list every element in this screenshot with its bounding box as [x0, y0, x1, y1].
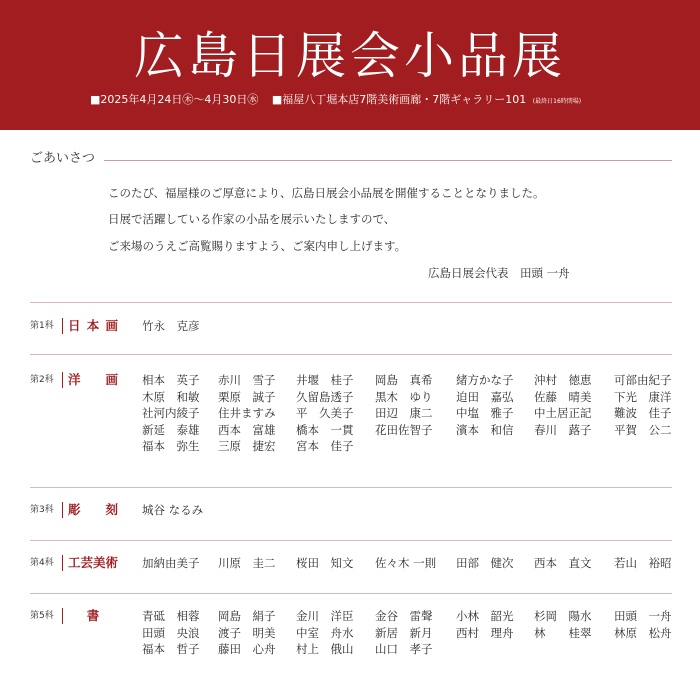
artist-name: 城谷 なるみ: [142, 503, 204, 517]
artist-name: 佐々木 一則: [375, 556, 437, 570]
artist-name: 栗原 誠子: [218, 389, 276, 404]
artist-name: 林原 松舟: [614, 625, 672, 640]
artist-name: 春川 蕗子: [534, 422, 592, 437]
section-divider: [30, 593, 672, 594]
section-divider: [30, 487, 672, 488]
department-name: 工芸美術: [68, 555, 119, 570]
artist-name: 花田佐智子: [375, 422, 433, 437]
artist-name: 林 桂翠: [534, 625, 592, 640]
artist-name: 若山 裕昭: [614, 556, 672, 570]
artist-name: 沖村 徳恵: [534, 373, 592, 387]
greeting-signature: 広島日展会代表 田頭 一舟: [428, 266, 570, 280]
exhibition-venue: ■福屋八丁堀本店7階美術画廊・7階ギャラリー101: [271, 93, 527, 106]
section-divider: [30, 540, 672, 541]
artist-name: 中塩 雅子: [456, 406, 514, 420]
artist-name: 岡島 絹子: [218, 609, 276, 623]
artist-name: 田辺 康二: [375, 406, 433, 420]
section-divider: [30, 354, 672, 355]
artist-name: 可部由紀子: [614, 373, 672, 387]
artist-name: 山口 孝子: [375, 642, 433, 656]
artist-name: 金谷 雷聲: [375, 609, 433, 623]
artist-name: 村上 俄山: [296, 642, 354, 656]
artist-name: 三原 捷宏: [218, 439, 276, 453]
section-divider: [30, 302, 672, 303]
artist-name: 宮本 佳子: [296, 439, 354, 453]
artist-name: 福本 哲子: [142, 642, 200, 656]
department-name: 洋 画: [68, 372, 118, 387]
artist-name: 小林 韶光: [456, 609, 514, 623]
artist-name: 平賀 公二: [614, 422, 672, 437]
artist-name: 難波 佳子: [614, 406, 672, 420]
artist-name: 岡島 真希: [375, 373, 433, 387]
header-banner: [0, 0, 700, 130]
artist-name: 佐藤 晴美: [534, 389, 592, 404]
artist-name: 中室 舟水: [296, 625, 354, 640]
artist-name: 田頭 央浪: [142, 625, 200, 640]
artist-name: 西本 直文: [534, 556, 592, 570]
artist-name: 金川 洋臣: [296, 609, 354, 623]
artist-name: 社河内綾子: [142, 406, 200, 420]
artist-name: 竹永 克彦: [142, 319, 200, 333]
department-label: 第4科: [30, 558, 54, 568]
artist-name: 田頭 一舟: [614, 609, 672, 623]
department-name: 日 本 画: [68, 318, 118, 333]
department-bar: [62, 608, 63, 624]
department-name: 彫 刻: [68, 502, 118, 517]
artist-name: 新居 新月: [375, 625, 433, 640]
artist-name: 新延 泰雄: [142, 422, 200, 437]
greeting-heading: ごあいさつ: [30, 151, 96, 166]
artist-name: 黒木 ゆり: [375, 389, 433, 404]
department-label: 第1科: [30, 321, 54, 331]
artist-name: 中土居正記: [534, 406, 592, 420]
artist-name: 平 久美子: [296, 406, 354, 420]
department-label: 第3科: [30, 505, 54, 515]
artist-name: 西村 理舟: [456, 625, 514, 640]
greeting-line: 日展で活躍している作家の小品を展示いたしますので、: [108, 212, 396, 226]
department-bar: [62, 318, 63, 334]
artist-name: 青砥 相蓉: [142, 609, 200, 623]
exhibition-info: [90, 93, 700, 109]
greeting-line: ご来場のうえご高覧賜りますよう、ご案内申し上げます。: [108, 239, 407, 253]
department-bar: [62, 372, 63, 388]
greeting-line: このたび、福屋様のご厚意により、広島日展会小品展を開催することとなりました。: [108, 186, 545, 200]
exhibition-dates: ■2025年4月24日㊍～4月30日㊌: [90, 93, 259, 106]
artist-name: 杉岡 陽水: [534, 609, 592, 623]
department-label: 第5科: [30, 611, 54, 621]
venue-note: (最終日16時閉場): [532, 98, 582, 105]
artist-name: 桜田 知文: [296, 556, 354, 570]
artist-name: 住井ますみ: [218, 406, 276, 420]
exhibition-title: 広島日展会小品展: [134, 27, 566, 85]
artist-name: 下光 康洋: [614, 389, 672, 404]
department-label: 第2科: [30, 375, 54, 385]
artist-name: 木原 和敏: [142, 389, 200, 404]
artist-name: 井堰 桂子: [296, 373, 354, 387]
artist-name: 田部 健次: [456, 556, 514, 570]
artist-name: 緒方かな子: [456, 373, 514, 387]
department-bar: [62, 555, 63, 571]
greeting-rule: [104, 160, 672, 161]
artist-name: 迫田 嘉弘: [456, 389, 514, 404]
artist-name: 赤川 雪子: [218, 373, 276, 387]
artist-name: 渡子 明美: [218, 625, 276, 640]
department-name: 書: [86, 608, 100, 623]
artist-name: 橋本 一貫: [296, 422, 354, 437]
department-bar: [62, 502, 63, 518]
artist-name: 加納由美子: [142, 556, 200, 570]
artist-name: 福本 弥生: [142, 439, 200, 453]
artist-name: 久留島透子: [296, 389, 354, 404]
artist-name: 相本 英子: [142, 373, 200, 387]
artist-name: 藤田 心舟: [218, 642, 276, 656]
artist-name: 西本 富雄: [218, 422, 276, 437]
artist-name: 濱本 和信: [456, 422, 514, 437]
artist-name: 川原 圭二: [218, 556, 276, 570]
